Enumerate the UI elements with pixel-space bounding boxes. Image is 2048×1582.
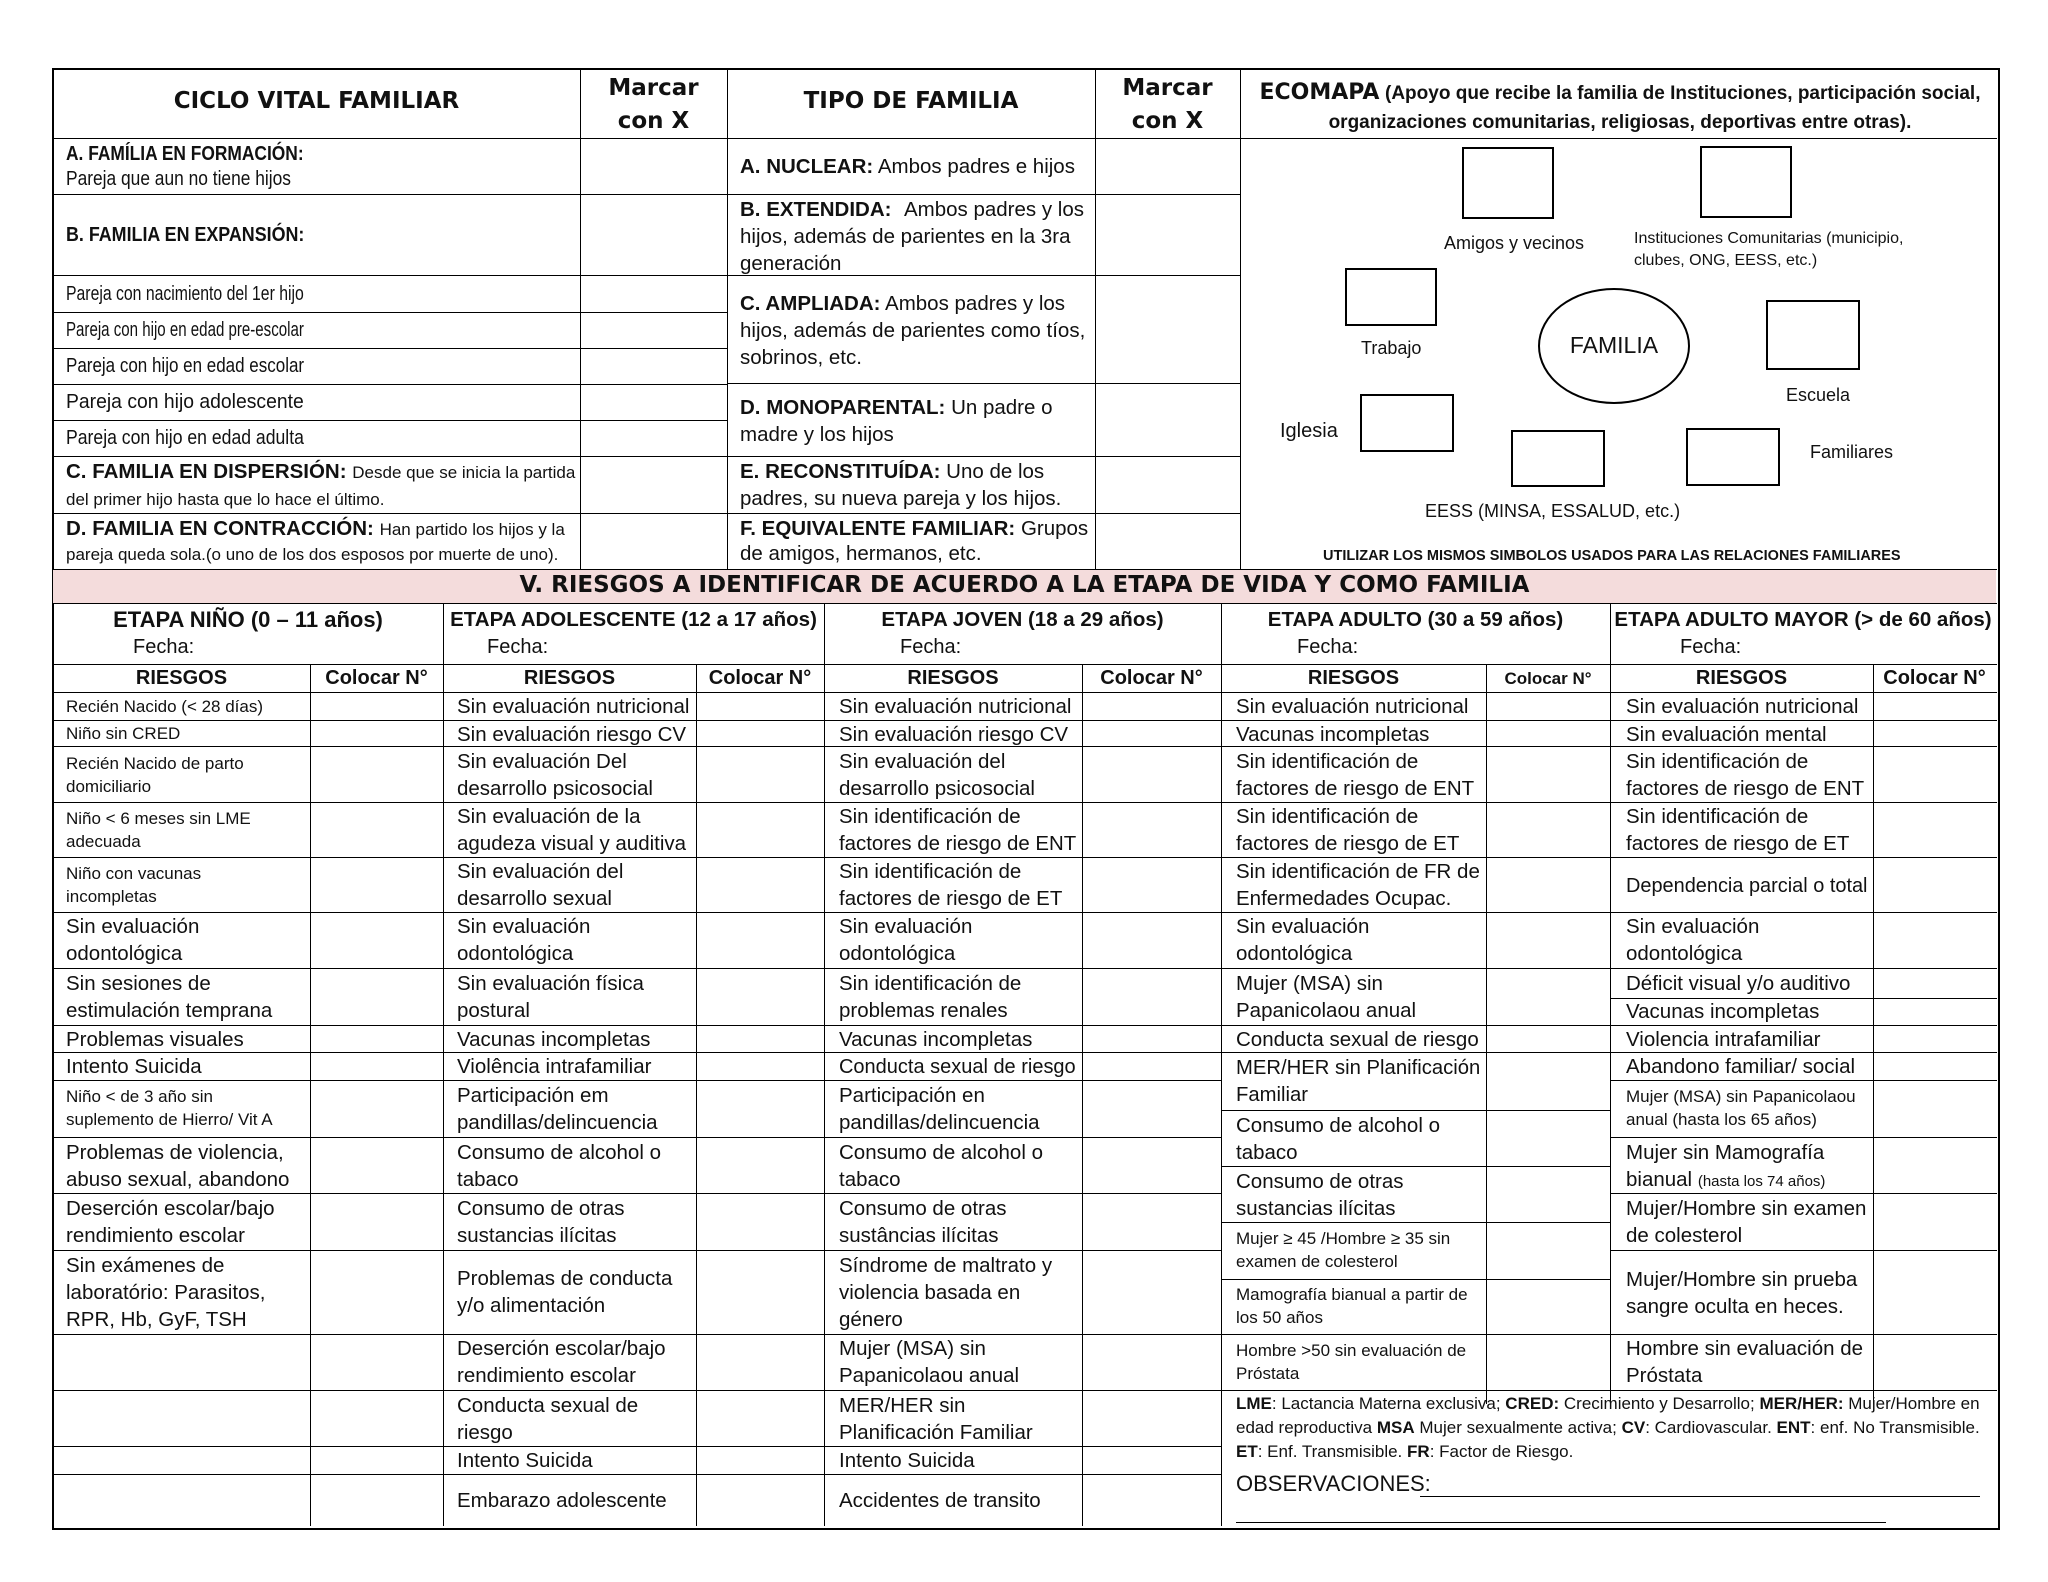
ciclo-c: C. FAMILIA EN DISPERSIÓN: Desde que se inicia la partida del primer hijo hasta que lo hace el último. — [66, 460, 576, 509]
ecomapa-note: UTILIZAR LOS MISMOS SIMBOLOS USADOS PARA LAS RELACIONES FAMILIARES — [1323, 548, 1901, 564]
mayor-riesgo-4: Sin identificación de factores de riesgo de ET — [1626, 805, 1850, 855]
nino-riesgo-9: Intento Suicida — [66, 1055, 202, 1078]
adolescente-riesgo-7: Sin evaluación física postural — [457, 972, 644, 1022]
adulto-riesgo-5: Sin identificación de FR de Enfermedades Ocupac. — [1236, 860, 1480, 910]
ciclo-vital-header: CICLO VITAL FAMILIAR — [173, 88, 460, 114]
observaciones-label: OBSERVACIONES: — [1236, 1471, 1431, 1496]
ecomapa-box-trabajo[interactable] — [1345, 268, 1437, 326]
ecomapa-box-instituciones[interactable] — [1700, 146, 1792, 218]
joven-riesgo-11: Consumo de alcohol o tabaco — [839, 1141, 1043, 1191]
mayor-riesgo-10: Abandono familiar/ social — [1626, 1055, 1856, 1078]
mayor-riesgo-8: Vacunas incompletas — [1626, 1000, 1820, 1023]
tipo-c: C. AMPLIADA: Ambos padres y los hijos, además de parientes como tíos, sobrinos, etc. — [740, 292, 1086, 369]
nino-riesgo-3: Recién Nacido de parto domiciliario — [66, 754, 244, 796]
tipo-d: D. MONOPARENTAL: Un padre o madre y los hijos — [740, 396, 1053, 446]
etapa-adulto-header: ETAPA ADULTO (30 a 59 años) Fecha: — [1267, 608, 1564, 658]
nino-riesgo-13: Sin exámenes de laboratório: Parasitos, RPR, Hb, GyF, TSH — [66, 1254, 266, 1331]
ecomapa-title: ECOMAPA — [1259, 80, 1380, 105]
joven-riesgo-13: Síndrome de maltrato y violencia basada en género — [839, 1254, 1053, 1331]
adolescente-riesgo-17: Embarazo adolescente — [457, 1489, 667, 1512]
adolescente-riesgo-2: Sin evaluación riesgo CV — [457, 723, 687, 746]
ecomapa-desc-2: organizaciones comunitarias, religiosas, deportivas entre otras). — [1328, 112, 1912, 133]
marcar-header-1: Marcar con X — [608, 75, 699, 134]
ciclo-d: D. FAMILIA EN CONTRACCIÓN: Han partido los hijos y la pareja queda sola.(o uno de los dos esposos por muerte de uno). — [66, 517, 565, 564]
nino-riesgo-1: Recién Nacido (< 28 días) — [66, 697, 264, 716]
adolescente-riesgo-5: Sin evaluación del desarrollo sexual — [457, 860, 624, 910]
colocar-label-4: Colocar N° — [1504, 669, 1592, 688]
ecomapa-box-escuela[interactable] — [1766, 300, 1860, 370]
ecomapa-eess-label: EESS (MINSA, ESSALUD, etc.) — [1425, 501, 1681, 521]
mayor-riesgo-7: Déficit visual y/o auditivo — [1626, 972, 1851, 995]
nino-riesgo-12: Deserción escolar/bajo rendimiento escolar — [66, 1197, 275, 1247]
mayor-riesgo-12: Mujer sin Mamografía bianual (hasta los 74 años) — [1626, 1141, 1826, 1191]
nino-riesgo-6: Sin evaluación odontológica — [66, 915, 200, 965]
riesgos-label-5: RIESGOS — [1695, 667, 1788, 689]
adulto-riesgo-11: Consumo de otras sustancias ilícitas — [1236, 1170, 1404, 1220]
joven-riesgo-10: Participación en pandillas/delincuencia — [839, 1084, 1040, 1134]
ecomapa-amigos-label: Amigos y vecinos — [1444, 233, 1585, 253]
etapa-joven-header: ETAPA JOVEN (18 a 29 años) Fecha: — [881, 608, 1164, 658]
nino-riesgo-4: Niño < 6 meses sin LME adecuada — [66, 809, 251, 851]
joven-riesgo-2: Sin evaluación riesgo CV — [839, 723, 1069, 746]
riesgos-label-2: RIESGOS — [523, 667, 616, 689]
ecomapa-trabajo-label: Trabajo — [1361, 338, 1422, 358]
colocar-label-1: Colocar N° — [325, 667, 428, 689]
adolescente-riesgo-12: Consumo de otras sustancias ilícitas — [457, 1197, 625, 1247]
ecomapa-desc-1: (Apoyo que recibe la familia de Instituciones, participación social, — [1385, 83, 1981, 104]
mayor-riesgo-3: Sin identificación de factores de riesgo de ENT — [1626, 750, 1865, 800]
adolescente-riesgo-11: Consumo de alcohol o tabaco — [457, 1141, 661, 1191]
adolescente-riesgo-14: Deserción escolar/bajo rendimiento escolar — [457, 1337, 666, 1387]
riesgos-label-4: RIESGOS — [1307, 667, 1400, 689]
adolescente-riesgo-13: Problemas de conducta y/o alimentación — [457, 1267, 673, 1317]
tipo-e: E. RECONSTITUÍDA: Uno de los padres, su nueva pareja y los hijos. — [740, 460, 1062, 510]
adulto-riesgo-13: Mamografía bianual a partir de los 50 años — [1236, 1285, 1468, 1327]
mayor-riesgo-6: Sin evaluación odontológica — [1626, 915, 1760, 965]
adulto-riesgo-9: MER/HER sin Planificación Familiar — [1236, 1056, 1481, 1106]
adolescente-riesgo-10: Participación em pandillas/delincuencia — [457, 1084, 658, 1134]
joven-riesgo-8: Vacunas incompletas — [839, 1028, 1033, 1051]
mayor-riesgo-5: Dependencia parcial o total — [1626, 874, 1868, 897]
abbreviations-legend: LME: Lactancia Materna exclusiva; CRED: Crecimiento y Desarrollo; MER/HER: Mujer/Hombre en edad reproductiva MSA Mujer sexualmente activa; CV: Cardiovascular. ENT: enf. No Transmisible. ET: Enf. Transmisible. FR: Factor de Riesgo. — [1236, 1394, 1980, 1461]
colocar-label-3: Colocar N° — [1100, 667, 1203, 689]
adolescente-riesgo-1: Sin evaluación nutricional — [457, 695, 690, 718]
adulto-riesgo-6: Sin evaluación odontológica — [1236, 915, 1370, 965]
joven-riesgo-16: Intento Suicida — [839, 1449, 975, 1472]
joven-riesgo-4: Sin identificación de factores de riesgo de ENT — [839, 805, 1077, 855]
mayor-riesgo-9: Violencia intrafamiliar — [1626, 1028, 1821, 1051]
etapa-adolescente-header: ETAPA ADOLESCENTE (12 a 17 años) Fecha: — [450, 608, 817, 658]
adolescente-riesgo-8: Vacunas incompletas — [457, 1028, 651, 1051]
adulto-riesgo-2: Vacunas incompletas — [1236, 723, 1430, 746]
adolescente-riesgo-16: Intento Suicida — [457, 1449, 593, 1472]
colocar-label-2: Colocar N° — [708, 667, 812, 689]
adulto-riesgo-12: Mujer ≥ 45 /Hombre ≥ 35 sin examen de colesterol — [1236, 1229, 1451, 1271]
adulto-riesgo-7: Mujer (MSA) sin Papanicolaou anual — [1236, 972, 1417, 1022]
ecomapa-box-amigos[interactable] — [1462, 147, 1554, 219]
adolescente-riesgo-3: Sin evaluación Del desarrollo psicosocial — [457, 750, 653, 800]
tipo-f: F. EQUIVALENTE FAMILIAR: Grupos de amigos, hermanos, etc. — [740, 517, 1089, 565]
tipo-familia-header: TIPO DE FAMILIA — [803, 88, 1019, 114]
ecomapa-box-familiares[interactable] — [1686, 428, 1780, 486]
nino-riesgo-8: Problemas visuales — [66, 1028, 244, 1051]
ecomapa-iglesia-label: Iglesia — [1280, 420, 1338, 442]
nino-riesgo-5: Niño con vacunas incompletas — [66, 864, 202, 906]
ciclo-b: B. FAMILIA EN EXPANSIÓN: — [66, 223, 305, 246]
colocar-label-5: Colocar N° — [1883, 667, 1986, 689]
mayor-riesgo-15: Hombre sin evaluación de Próstata — [1626, 1337, 1864, 1387]
ciclo-b-item-3: Pareja con hijo en edad escolar — [66, 354, 305, 377]
joven-riesgo-5: Sin identificación de factores de riesgo de ET — [839, 860, 1063, 910]
nino-riesgo-11: Problemas de violencia, abuso sexual, abandono — [66, 1141, 290, 1191]
joven-riesgo-1: Sin evaluación nutricional — [839, 695, 1072, 718]
nino-riesgo-2: Niño sin CRED — [66, 724, 181, 743]
joven-riesgo-14: Mujer (MSA) sin Papanicolaou anual — [839, 1337, 1020, 1387]
ecomapa-header — [1248, 78, 1992, 137]
ciclo-b-item-4: Pareja con hijo adolescente — [66, 390, 304, 413]
ecomapa-familiares-label: Familiares — [1810, 442, 1894, 462]
mayor-riesgo-11: Mujer (MSA) sin Papanicolaou anual (hasta los 65 años) — [1626, 1087, 1856, 1129]
mayor-riesgo-1: Sin evaluación nutricional — [1626, 695, 1859, 718]
tipo-a: A. NUCLEAR: Ambos padres e hijos — [740, 155, 1075, 178]
mayor-riesgo-13: Mujer/Hombre sin examen de colesterol — [1626, 1197, 1867, 1247]
mayor-riesgo-2: Sin evaluación mental — [1626, 723, 1827, 746]
ciclo-b-item-5: Pareja con hijo en edad adulta — [66, 426, 304, 449]
adulto-riesgo-8: Conducta sexual de riesgo — [1236, 1028, 1479, 1051]
riesgos-label-1: RIESGOS — [135, 667, 228, 689]
adulto-riesgo-1: Sin evaluación nutricional — [1236, 695, 1469, 718]
joven-riesgo-7: Sin identificación de problemas renales — [839, 972, 1022, 1022]
nino-riesgo-7: Sin sesiones de estimulación temprana — [66, 972, 273, 1022]
ciclo-b-item-1: Pareja con nacimiento del 1er hijo — [66, 282, 304, 305]
observaciones-line-2[interactable] — [1236, 1522, 1886, 1523]
marcar-header-2: Marcar con X — [1122, 75, 1213, 134]
etapa-nino-header: ETAPA NIÑO (0 – 11 años) Fecha: — [113, 607, 383, 658]
joven-riesgo-17: Accidentes de transito — [839, 1489, 1041, 1512]
ecomapa-familia-label: FAMILIA — [1569, 332, 1659, 358]
joven-riesgo-3: Sin evaluación del desarrollo psicosocial — [839, 750, 1035, 800]
adulto-riesgo-4: Sin identificación de factores de riesgo de ET — [1236, 805, 1460, 855]
joven-riesgo-6: Sin evaluación odontológica — [839, 915, 973, 965]
joven-riesgo-9: Conducta sexual de riesgo — [839, 1055, 1076, 1078]
ecomapa-box-eess[interactable] — [1511, 430, 1605, 487]
ciclo-a: A. FAMÍLIA EN FORMACIÓN: Pareja que aun no tiene hijos — [66, 142, 304, 190]
adolescente-riesgo-9: Violência intrafamiliar — [457, 1055, 652, 1078]
tipo-b: B. EXTENDIDA: Ambos padres y los hijos, además de parientes en la 3ra generación — [740, 198, 1084, 275]
ciclo-b-item-2: Pareja con hijo en edad pre-escolar — [66, 318, 304, 341]
ecomapa-escuela-label: Escuela — [1786, 385, 1851, 405]
adulto-riesgo-14: Hombre >50 sin evaluación de Próstata — [1236, 1341, 1467, 1383]
section-v-title: V. RIESGOS A IDENTIFICAR DE ACUERDO A LA ETAPA DE VIDA Y COMO FAMILIA — [519, 572, 1530, 598]
nino-riesgo-10: Niño < de 3 año sin suplemento de Hierro/ Vit A — [66, 1087, 273, 1129]
adulto-riesgo-10: Consumo de alcohol o tabaco — [1236, 1114, 1440, 1164]
adolescente-riesgo-4: Sin evaluación de la agudeza visual y auditiva — [457, 805, 687, 855]
riesgos-label-3: RIESGOS — [907, 667, 999, 689]
ecomapa-box-iglesia[interactable] — [1360, 394, 1454, 452]
etapa-mayor-header: ETAPA ADULTO MAYOR (> de 60 años) Fecha: — [1614, 608, 1992, 658]
adolescente-riesgo-6: Sin evaluación odontológica — [457, 915, 591, 965]
observaciones-line-1[interactable] — [1420, 1496, 1980, 1497]
joven-riesgo-12: Consumo de otras sustâncias ilícitas — [839, 1197, 1007, 1247]
adulto-riesgo-3: Sin identificación de factores de riesgo de ENT — [1236, 750, 1475, 800]
joven-riesgo-15: MER/HER sin Planificación Familiar — [839, 1394, 1033, 1444]
ecomapa-instituciones-label: Instituciones Comunitarias (municipio, clubes, ONG, EESS, etc.) — [1634, 230, 1904, 269]
mayor-riesgo-14: Mujer/Hombre sin prueba sangre oculta en heces. — [1626, 1268, 1858, 1318]
adolescente-riesgo-15: Conducta sexual de riesgo — [457, 1394, 639, 1444]
